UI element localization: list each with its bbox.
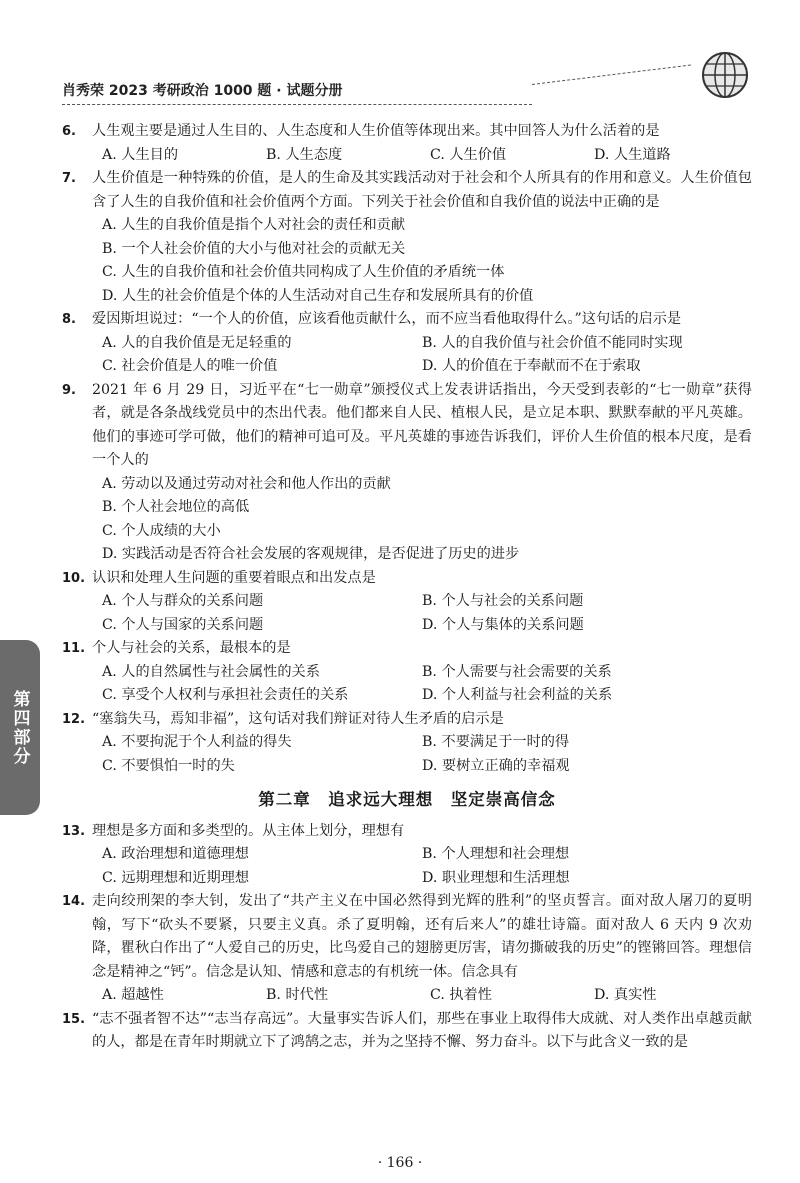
question-number: 7. bbox=[62, 171, 76, 186]
question-stem: 爱因斯坦说过：“一个人的价值，应该看他贡献什么，而不应当看他取得什么。”这句话的启示是 bbox=[92, 311, 682, 327]
option-a: A. 不要拘泥于个人利益的得失 bbox=[102, 734, 292, 750]
options bbox=[92, 590, 752, 637]
question-stem: 理想是多方面和多类型的。从主体上划分，理想有 bbox=[92, 822, 405, 839]
chapter-title: 第二章 追求远大理想 坚定崇高信念 bbox=[258, 790, 556, 809]
options bbox=[92, 332, 752, 379]
question-8 bbox=[62, 308, 752, 379]
question-stem: 人生观主要是通过人生目的、人生态度和人生价值等体现出来。其中回答人为什么活着的是 bbox=[92, 123, 660, 139]
option-b: B. 人的自我价值与社会价值不能同时实现 bbox=[422, 334, 683, 351]
option-b: B. 个人需要与社会需要的关系 bbox=[422, 663, 612, 680]
option-b: B. 个人社会地位的高低 bbox=[102, 499, 250, 515]
question-number: 15. bbox=[62, 1011, 86, 1027]
question-15 bbox=[62, 1008, 752, 1055]
option-a: A. 政治理想和道德理想 bbox=[102, 846, 249, 862]
question-7 bbox=[62, 167, 752, 308]
question-list bbox=[62, 120, 752, 1055]
question-10 bbox=[62, 567, 752, 638]
option-b: B. 人生态度 bbox=[266, 146, 343, 163]
question-stem: 认识和处理人生问题的重要着眼点和出发点是 bbox=[92, 569, 376, 586]
question-stem: 个人与社会的关系，最根本的是 bbox=[92, 640, 291, 656]
question-number: 11. bbox=[62, 641, 86, 656]
option-d: D. 人生道路 bbox=[594, 146, 671, 163]
option-d: D. 真实性 bbox=[594, 987, 657, 1003]
option-d: D. 个人与集体的关系问题 bbox=[422, 616, 584, 633]
question-stem: “塞翁失马，焉知非福”，这句话对我们辩证对待人生矛盾的启示是 bbox=[92, 710, 504, 727]
option-a: A. 劳动以及通过劳动对社会和他人作出的贡献 bbox=[102, 475, 391, 492]
option-c: C. 享受个人权利与承担社会责任的关系 bbox=[102, 687, 349, 703]
option-d: D. 人的价值在于奉献而不在于索取 bbox=[422, 358, 641, 374]
option-a: A. 人生的自我价值是指个人对社会的责任和贡献 bbox=[102, 217, 406, 233]
option-a: A. 人的自我价值是无足轻重的 bbox=[102, 334, 292, 351]
option-a: A. 超越性 bbox=[102, 987, 164, 1003]
option-c: C. 不要惧怕一时的失 bbox=[102, 757, 235, 774]
question-number: 9. bbox=[62, 382, 76, 398]
option-b: B. 一个人社会价值的大小与他对社会的贡献无关 bbox=[102, 240, 406, 257]
option-c: C. 人生的自我价值和社会价值共同构成了人生价值的矛盾统一体 bbox=[102, 264, 505, 280]
question-stem: 走向绞刑架的李大钊，发出了“共产主义在中国必然得到光辉的胜利”的坚贞誓言。面对敌人屠刀的夏明翰，写下“砍头不要紧，只要主义真。杀了夏明翰，还有后来人”的雄壮诗篇。面对敌人 6 天内 9 次劝降，瞿秋白作出了“人爱自己的历史，比鸟爱自己的翅膀更厉害，请勿撕破我的历史”的铿锵回答。理想信念是精神之“钙”。信念是认知、情感和意志的有机统一体。信念具有 bbox=[92, 893, 752, 980]
option-b: B. 时代性 bbox=[266, 987, 329, 1003]
option-c: C. 个人与国家的关系问题 bbox=[102, 616, 264, 633]
globe-icon bbox=[700, 50, 750, 100]
page-number: · 166 · bbox=[377, 1155, 423, 1171]
option-c: C. 执着性 bbox=[430, 987, 492, 1003]
option-d: D. 人生的社会价值是个体的人生活动对自己生存和发展所具有的价值 bbox=[102, 287, 534, 304]
options bbox=[92, 661, 752, 708]
question-number: 13. bbox=[62, 823, 86, 839]
question-number: 14. bbox=[62, 894, 86, 909]
option-d: D. 实践活动是否符合社会发展的客观规律，是否促进了历史的进步 bbox=[102, 546, 520, 562]
options bbox=[92, 214, 752, 308]
option-c: C. 个人成绩的大小 bbox=[102, 522, 221, 539]
options bbox=[92, 473, 752, 567]
question-number: 12. bbox=[62, 711, 86, 727]
options bbox=[92, 984, 752, 1008]
option-d: D. 个人利益与社会利益的关系 bbox=[422, 687, 613, 703]
option-c: C. 人生价值 bbox=[430, 146, 507, 163]
section-side-tab: 第四部分 bbox=[0, 640, 40, 815]
question-stem: 人生价值是一种特殊的价值，是人的生命及其实践活动对于社会和个人所具有的作用和意义。人生价值包含了人生的自我价值和社会价值两个方面。下列关于社会价值和自我价值的说法中正确的是 bbox=[92, 170, 752, 210]
question-stem: 2021 年 6 月 29 日，习近平在“七一勋章”颁授仪式上发表讲话指出，今天受到表彰的“七一勋章”获得者，就是各条战线党员中的杰出代表。他们都来自人民、植根人民，是立足本职、默默奉献的平凡英雄。他们的事迹可学可做，他们的精神可追可及。平凡英雄的事迹告诉我们，评价人生价值的根本尺度，是看一个人的 bbox=[92, 381, 752, 468]
question-13 bbox=[62, 820, 752, 891]
option-a: A. 个人与群众的关系问题 bbox=[102, 593, 264, 609]
question-stem: “志不强者智不达”“志当存高远”。大量事实告诉人们，那些在事业上取得伟大成就、对人类作出卓越贡献的人，都是在青年时期就立下了鸿鹄之志，并为之坚持不懈、努力奋斗。以下与此含义一致的是 bbox=[92, 1010, 752, 1050]
option-a: A. 人生目的 bbox=[102, 146, 179, 163]
header-divider-slant bbox=[532, 65, 691, 85]
option-d: D. 职业理想和生活理想 bbox=[422, 869, 570, 886]
options bbox=[92, 731, 752, 778]
header-divider bbox=[62, 104, 532, 105]
question-number: 10. bbox=[62, 570, 86, 586]
header-title: 肖秀荣 2023 考研政治 1000 题 · 试题分册 bbox=[62, 83, 343, 99]
options bbox=[92, 843, 752, 890]
option-c: C. 社会价值是人的唯一价值 bbox=[102, 358, 278, 374]
option-c: C. 远期理想和近期理想 bbox=[102, 869, 250, 886]
question-12 bbox=[62, 708, 752, 779]
option-a: A. 人的自然属性与社会属性的关系 bbox=[102, 663, 320, 680]
page-header bbox=[62, 70, 742, 110]
question-14 bbox=[62, 890, 752, 1008]
question-6 bbox=[62, 120, 752, 167]
option-d: D. 要树立正确的幸福观 bbox=[422, 757, 570, 774]
option-b: B. 不要满足于一时的得 bbox=[422, 734, 570, 750]
option-b: B. 个人理想和社会理想 bbox=[422, 846, 570, 862]
question-number: 6. bbox=[62, 124, 76, 139]
options bbox=[92, 144, 752, 168]
question-number: 8. bbox=[62, 312, 76, 327]
option-b: B. 个人与社会的关系问题 bbox=[422, 593, 584, 609]
question-9 bbox=[62, 379, 752, 567]
question-11 bbox=[62, 637, 752, 708]
